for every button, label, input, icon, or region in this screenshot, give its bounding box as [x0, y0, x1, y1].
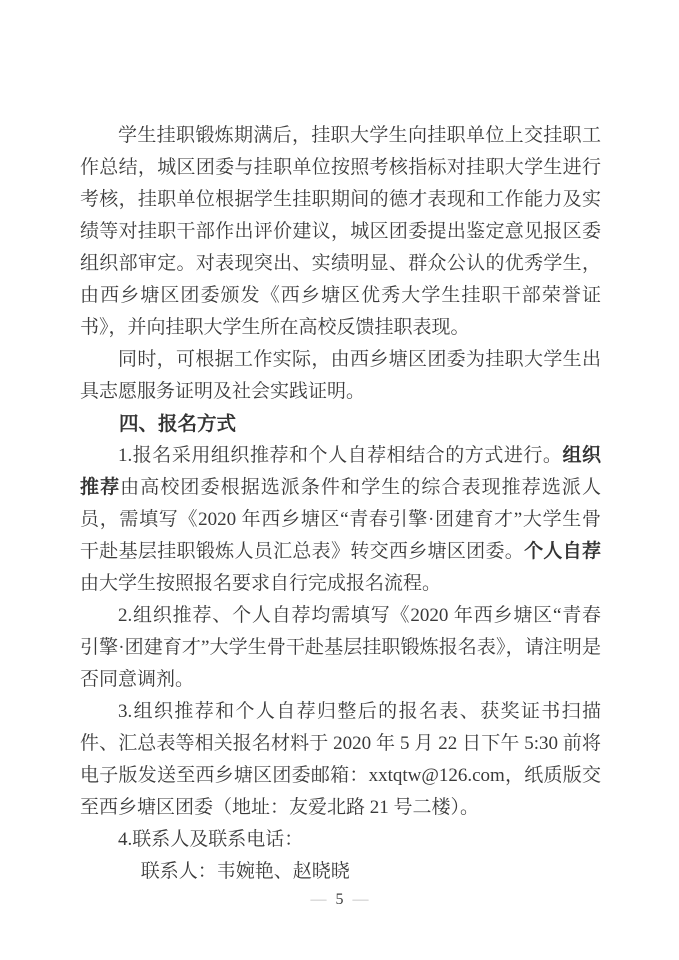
emphasis-run: 组织推荐: [80, 445, 601, 498]
text-run: 同时，可根据工作实际，由西乡塘区团委为挂职大学生出具志愿服务证明及社会实践证明。: [80, 349, 601, 402]
paragraph-item-3: [80, 696, 601, 824]
page-number-dash-right: —: [352, 891, 369, 908]
paragraph-assessment: [80, 120, 601, 344]
text-run: 4.联系人及联系电话：: [118, 829, 304, 850]
paragraph-item-1: [80, 440, 601, 600]
paragraph-item-2: [80, 600, 601, 696]
page-number-dash-left: —: [310, 891, 327, 908]
document-body: [80, 120, 601, 888]
text-run: 1.报名采用组织推荐和个人自荐相结合的方式进行。: [118, 445, 563, 466]
page-number: [0, 889, 679, 911]
page-number-value: 5: [335, 891, 344, 908]
paragraph-item-4: [80, 824, 601, 856]
text-run: 由高校团委根据选派条件和学生的综合表现推荐选派人员，需填写《2020 年西乡塘区“青春引擎·团建育才”大学生骨干赴基层挂职锻炼人员汇总表》转交西乡塘区团委。: [80, 477, 601, 562]
section-heading-4: [80, 408, 601, 440]
emphasis-run: 四、报名方式: [119, 413, 237, 435]
paragraph-contacts: [80, 856, 601, 888]
text-run: 由大学生按照报名要求自行完成报名流程。: [80, 573, 442, 594]
text-run: 联系人：韦婉艳、赵晓晓: [140, 861, 350, 882]
text-run: 3.组织推荐和个人自荐归整后的报名表、获奖证书扫描件、汇总表等相关报名材料于 2020 年 5 月 22 日下午 5:30 前将电子版发送至西乡塘区团委邮箱：xxtqtw@126.com，纸质版交至西乡塘区团委（地址：友爱北路 21 号二楼）。: [80, 701, 601, 818]
emphasis-run: 个人自荐: [524, 541, 601, 562]
paragraph-certificates: [80, 344, 601, 408]
text-run: 2.组织推荐、个人自荐均需填写《2020 年西乡塘区“青春引擎·团建育才”大学生骨干赴基层挂职锻炼报名表》，请注明是否同意调剂。: [80, 605, 601, 690]
text-run: 学生挂职锻炼期满后，挂职大学生向挂职单位上交挂职工作总结，城区团委与挂职单位按照考核指标对挂职大学生进行考核，挂职单位根据学生挂职期间的德才表现和工作能力及实绩等对挂职干部作出评价建议，城区团委提出鉴定意见报区委组织部审定。对表现突出、实绩明显、群众公认的优秀学生，由西乡塘区团委颁发《西乡塘区优秀大学生挂职干部荣誉证书》，并向挂职大学生所在高校反馈挂职表现。: [80, 125, 601, 338]
